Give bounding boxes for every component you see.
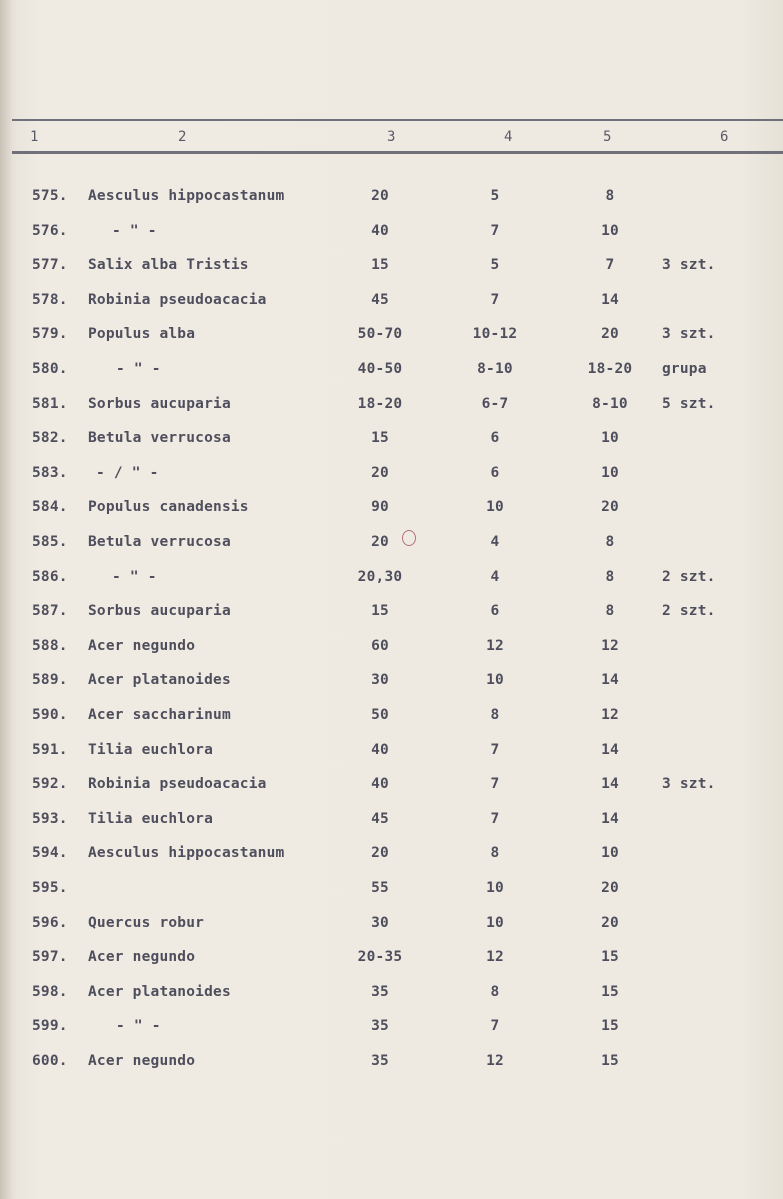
col-5-value: 20 (601, 914, 619, 931)
col-5-value: 20 (601, 326, 619, 343)
species-name: Quercus robur (88, 914, 205, 931)
col-3-value: 15 (371, 257, 389, 274)
col-5-value: 10 (601, 464, 619, 481)
col-4-value: 12 (486, 637, 504, 654)
table-row (0, 249, 783, 283)
row-number: 579. (32, 326, 68, 343)
row-number: 592. (32, 776, 68, 793)
species-name: - " - (116, 361, 161, 377)
table-row (0, 422, 783, 456)
species-name: Betula verrucosa (88, 534, 231, 550)
table-row (0, 595, 783, 629)
header-col-5: 5 (603, 129, 612, 145)
col-6-note: 3 szt. (662, 257, 716, 274)
col-3-value: 60 (371, 637, 389, 654)
col-3-value: 20,30 (357, 568, 403, 585)
table-row (0, 457, 783, 491)
col-4-value: 4 (490, 534, 500, 550)
table-header-rule (12, 151, 783, 154)
col-4-value: 6 (490, 430, 500, 447)
species-name: Populus alba (88, 326, 196, 343)
col-5-value: 7 (605, 257, 615, 274)
col-3-value: 40 (371, 222, 389, 239)
table-row (0, 941, 783, 975)
row-number: 583. (32, 464, 68, 481)
row-number: 577. (32, 257, 68, 274)
table-row (0, 526, 783, 560)
col-3-value: 15 (371, 603, 389, 620)
table-row (0, 734, 783, 768)
row-number: 584. (32, 499, 68, 516)
table-row (0, 1045, 783, 1079)
col-4-value: 12 (486, 1053, 504, 1069)
col-5-value: 15 (601, 983, 619, 1000)
col-3-value: 35 (371, 1053, 389, 1069)
col-4-value: 10 (486, 499, 504, 516)
col-5-value: 15 (601, 949, 619, 966)
species-name: Acer platanoides (88, 983, 231, 1000)
col-4-value: 12 (486, 949, 504, 966)
row-number: 578. (32, 291, 68, 308)
table-row (0, 976, 783, 1010)
species-name: Sorbus aucuparia (88, 603, 231, 620)
row-number: 599. (32, 1018, 68, 1035)
species-name: Robinia pseudoacacia (88, 291, 267, 308)
col-4-value: 6 (490, 603, 500, 620)
row-number: 596. (32, 914, 68, 931)
col-3-value: 50 (371, 707, 389, 723)
col-5-value: 10 (601, 222, 619, 239)
species-name: Robinia pseudoacacia (88, 776, 267, 793)
col-5-value: 20 (601, 880, 619, 896)
header-col-1: 1 (30, 129, 39, 145)
col-3-value: 50-70 (357, 326, 403, 343)
species-name: Populus canadensis (88, 499, 249, 516)
header-col-6: 6 (720, 129, 729, 145)
col-3-value: 30 (371, 914, 389, 931)
col-4-value: 4 (490, 568, 500, 585)
col-3-value: 45 (371, 291, 389, 308)
table-top-rule (12, 119, 783, 121)
table-row (0, 1010, 783, 1044)
header-col-4: 4 (504, 129, 513, 145)
species-name: Salix alba Tristis (88, 257, 249, 274)
col-4-value: 7 (490, 810, 500, 827)
row-number: 588. (32, 637, 68, 654)
col-4-value: 10 (486, 672, 504, 689)
col-5-value: 14 (601, 291, 619, 308)
species-name: Acer negundo (88, 949, 196, 966)
col-4-value: 7 (490, 291, 500, 308)
table-row (0, 699, 783, 733)
col-5-value: 14 (601, 741, 619, 758)
table-row (0, 768, 783, 802)
col-4-value: 10-12 (472, 326, 518, 343)
col-4-value: 5 (490, 257, 500, 274)
col-6-note: 3 szt. (662, 776, 716, 793)
col-5-value: 8 (605, 188, 615, 204)
species-name: Sorbus aucuparia (88, 395, 231, 412)
col-5-value: 8 (605, 603, 615, 620)
row-number: 594. (32, 845, 68, 862)
table-row (0, 561, 783, 595)
col-3-value: 15 (371, 430, 389, 447)
col-4-value: 8 (490, 845, 500, 862)
row-number: 587. (32, 603, 68, 620)
row-number: 595. (32, 880, 68, 896)
col-3-value: 90 (371, 499, 389, 516)
species-name: - " - (112, 568, 157, 585)
col-5-value: 14 (601, 672, 619, 689)
row-number: 580. (32, 361, 68, 377)
table-row (0, 907, 783, 941)
header-col-2: 2 (178, 129, 187, 145)
row-number: 590. (32, 707, 68, 723)
col-5-value: 20 (601, 499, 619, 516)
col-3-value: 40 (371, 741, 389, 758)
col-6-note: 5 szt. (662, 395, 716, 412)
col-4-value: 7 (490, 1018, 500, 1035)
table-row (0, 318, 783, 352)
col-4-value: 5 (490, 188, 500, 204)
row-number: 597. (32, 949, 68, 966)
species-name: Acer platanoides (88, 672, 231, 689)
col-3-value: 40-50 (357, 361, 403, 377)
col-4-value: 8 (490, 707, 500, 723)
row-number: 593. (32, 810, 68, 827)
species-name: - " - (112, 222, 157, 239)
col-6-note: 2 szt. (662, 568, 716, 585)
species-name: Tilia euchlora (88, 741, 214, 758)
row-number: 600. (32, 1053, 68, 1069)
table-row (0, 630, 783, 664)
col-5-value: 14 (601, 776, 619, 793)
col-3-value: 18-20 (357, 395, 403, 412)
table-row (0, 491, 783, 525)
col-6-note: grupa (662, 361, 707, 377)
table-row (0, 803, 783, 837)
row-number: 581. (32, 395, 68, 412)
col-3-value: 45 (371, 810, 389, 827)
col-4-value: 7 (490, 222, 500, 239)
col-3-value: 20 (371, 464, 389, 481)
header-col-3: 3 (387, 129, 396, 145)
col-5-value: 12 (601, 637, 619, 654)
col-4-value: 10 (486, 880, 504, 896)
col-4-value: 7 (490, 741, 500, 758)
table-row (0, 664, 783, 698)
col-5-value: 8 (605, 534, 615, 550)
col-3-value: 40 (371, 776, 389, 793)
species-name: Tilia euchlora (88, 810, 214, 827)
table-row (0, 284, 783, 318)
col-3-value: 35 (371, 1018, 389, 1035)
col-3-value: 20 (371, 845, 389, 862)
species-name: Aesculus hippocastanum (88, 188, 285, 204)
row-number: 582. (32, 430, 68, 447)
col-5-value: 14 (601, 810, 619, 827)
col-5-value: 10 (601, 845, 619, 862)
col-4-value: 6 (490, 464, 500, 481)
row-number: 575. (32, 188, 68, 204)
table-row (0, 180, 783, 214)
col-3-value: 20-35 (357, 949, 403, 966)
col-4-value: 10 (486, 914, 504, 931)
row-number: 586. (32, 568, 68, 585)
species-name: Acer saccharinum (88, 707, 231, 723)
table-row (0, 215, 783, 249)
row-number: 576. (32, 222, 68, 239)
col-4-value: 7 (490, 776, 500, 793)
col-3-value: 20 (371, 188, 389, 204)
col-5-value: 8 (605, 568, 615, 585)
species-name: Acer negundo (88, 1053, 196, 1069)
species-name: - " - (116, 1018, 161, 1035)
col-5-value: 12 (601, 707, 619, 723)
species-name: Betula verrucosa (88, 430, 231, 447)
row-number: 585. (32, 534, 68, 550)
col-5-value: 10 (601, 430, 619, 447)
col-4-value: 6-7 (481, 395, 509, 412)
row-number: 589. (32, 672, 68, 689)
col-6-note: 2 szt. (662, 603, 716, 620)
col-5-value: 8-10 (592, 395, 628, 412)
species-name: Aesculus hippocastanum (88, 845, 285, 862)
col-4-value: 8-10 (477, 361, 513, 377)
col-6-note: 3 szt. (662, 326, 716, 343)
table-row (0, 353, 783, 387)
col-3-value: 35 (371, 983, 389, 1000)
col-4-value: 8 (490, 983, 500, 1000)
table-header (12, 125, 783, 149)
row-number: 598. (32, 983, 68, 1000)
col-3-value: 55 (371, 880, 389, 896)
table-row (0, 388, 783, 422)
col-5-value: 15 (601, 1053, 619, 1069)
species-name: - / " - (96, 464, 159, 481)
col-3-value: 20 (371, 534, 389, 550)
table-row (0, 837, 783, 871)
col-5-value: 15 (601, 1018, 619, 1035)
species-name: Acer negundo (88, 637, 196, 654)
col-3-value: 30 (371, 672, 389, 689)
table-row (0, 872, 783, 906)
row-number: 591. (32, 741, 68, 758)
col-5-value: 18-20 (587, 361, 633, 377)
